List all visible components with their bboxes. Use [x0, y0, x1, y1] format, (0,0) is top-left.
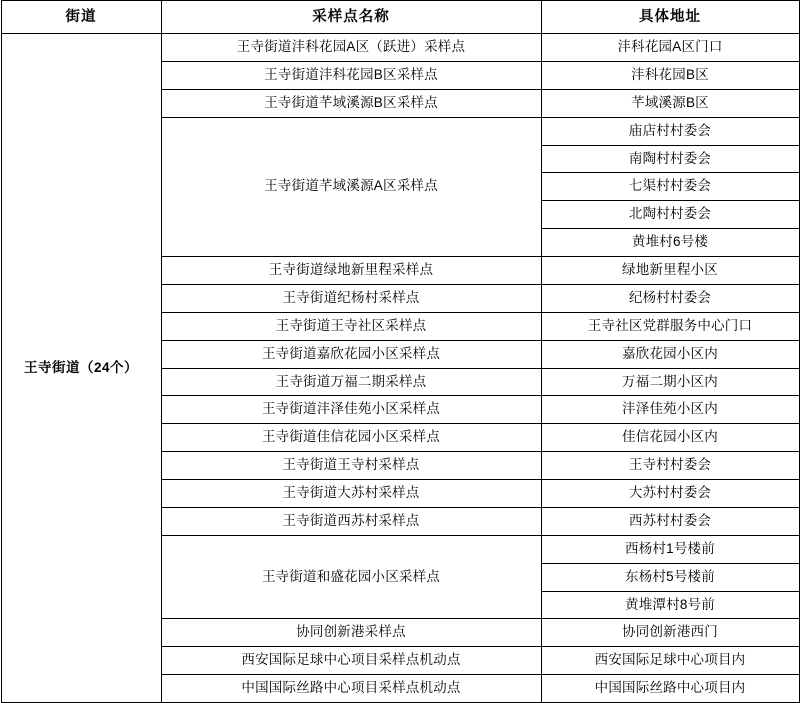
street-cell: 王寺街道（24个） — [1, 34, 161, 703]
address-cell: 万福二期小区内 — [541, 368, 799, 396]
address-cell: 七渠村村委会 — [541, 173, 799, 201]
site-name-cell: 王寺街道嘉欣花园小区采样点 — [161, 340, 541, 368]
address-cell: 佳信花园小区内 — [541, 424, 799, 452]
table-header — [1, 1, 799, 34]
site-name-cell: 王寺街道王寺村采样点 — [161, 452, 541, 480]
address-cell: 沣泽佳苑小区内 — [541, 396, 799, 424]
site-name-cell: 王寺街道沣科花园A区（跃进）采样点 — [161, 34, 541, 62]
site-name-cell: 王寺街道沣科花园B区采样点 — [161, 61, 541, 89]
address-cell: 嘉欣花园小区内 — [541, 340, 799, 368]
site-name-cell: 王寺街道王寺社区采样点 — [161, 312, 541, 340]
address-cell: 南陶村村委会 — [541, 145, 799, 173]
column-header-street: 街道 — [1, 1, 161, 34]
sampling-points-table — [1, 0, 800, 703]
address-cell: 东杨村5号楼前 — [541, 563, 799, 591]
address-cell: 西苏村村委会 — [541, 507, 799, 535]
site-name-cell: 协同创新港采样点 — [161, 619, 541, 647]
address-cell: 大苏村村委会 — [541, 480, 799, 508]
address-cell: 黄堆潭村8号前 — [541, 591, 799, 619]
site-name-cell: 王寺街道绿地新里程采样点 — [161, 257, 541, 285]
site-name-cell: 王寺街道大苏村采样点 — [161, 480, 541, 508]
table-header-row — [1, 1, 799, 34]
address-cell: 西安国际足球中心项目内 — [541, 647, 799, 675]
site-name-cell: 王寺街道西苏村采样点 — [161, 507, 541, 535]
site-name-cell: 王寺街道芊域溪源A区采样点 — [161, 117, 541, 256]
address-cell: 沣科花园A区门口 — [541, 34, 799, 62]
site-name-cell: 王寺街道和盛花园小区采样点 — [161, 535, 541, 619]
address-cell: 纪杨村村委会 — [541, 284, 799, 312]
site-name-cell: 西安国际足球中心项目采样点机动点 — [161, 647, 541, 675]
address-cell: 北陶村村委会 — [541, 201, 799, 229]
site-name-cell: 中国国际丝路中心项目采样点机动点 — [161, 675, 541, 703]
address-cell: 协同创新港西门 — [541, 619, 799, 647]
table-body — [1, 34, 799, 703]
address-cell: 黄堆村6号楼 — [541, 229, 799, 257]
site-name-cell: 王寺街道佳信花园小区采样点 — [161, 424, 541, 452]
address-cell: 沣科花园B区 — [541, 61, 799, 89]
site-name-cell: 王寺街道万福二期采样点 — [161, 368, 541, 396]
address-cell: 中国国际丝路中心项目内 — [541, 675, 799, 703]
column-header-address: 具体地址 — [541, 1, 799, 34]
address-cell: 西杨村1号楼前 — [541, 535, 799, 563]
address-cell: 王寺社区党群服务中心门口 — [541, 312, 799, 340]
address-cell: 王寺村村委会 — [541, 452, 799, 480]
address-cell: 庙店村村委会 — [541, 117, 799, 145]
address-cell: 芊域溪源B区 — [541, 89, 799, 117]
site-name-cell: 王寺街道纪杨村采样点 — [161, 284, 541, 312]
site-name-cell: 王寺街道沣泽佳苑小区采样点 — [161, 396, 541, 424]
column-header-site: 采样点名称 — [161, 1, 541, 34]
table-row — [1, 34, 799, 62]
site-name-cell: 王寺街道芊域溪源B区采样点 — [161, 89, 541, 117]
address-cell: 绿地新里程小区 — [541, 257, 799, 285]
